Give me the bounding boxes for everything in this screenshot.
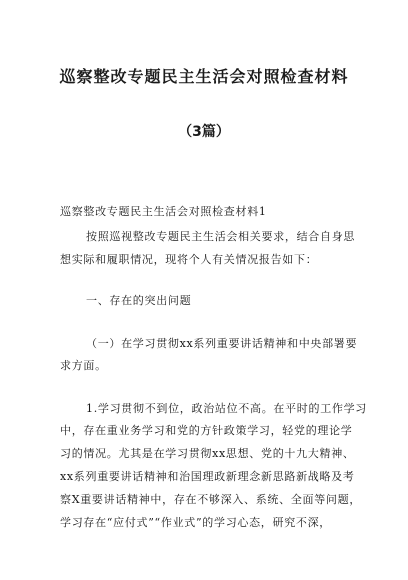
paragraph-line: 求方面。 [60, 359, 107, 372]
paragraph-line: 1.学习贯彻不到位，政治站位不高。在平时的工作学习 [86, 402, 367, 415]
paragraph-line: 习的情况。尤其是在学习贯彻xx思想、党的十九大精神、 [60, 447, 355, 460]
paragraph-line: xx系列重要讲话精神和治国理政新理念新思路新战略及考 [60, 470, 355, 483]
document-subtitle: （3篇） [178, 124, 230, 140]
section-subheading: 一、存在的突出问题 [86, 294, 192, 307]
paragraph-line: 察X重要讲话精神中，存在不够深入、系统、全面等问题， [60, 493, 362, 506]
section-heading: 巡察整改专题民主生活会对照检查材料1 [60, 205, 267, 218]
paragraph-line: 中，存在重业务学习和党的方针政策学习，轻党的理论学 [60, 424, 353, 437]
paragraph-line: 按照巡视整改专题民主生活会相关要求，结合自身思 [86, 230, 356, 243]
paragraph-line: 想实际和履职情况，现将个人有关情况报告如下： [60, 253, 318, 266]
paragraph-line: 学习存在“应付式”“作业式”的学习心态，研究不深， [60, 516, 331, 529]
document-title: 巡察整改专题民主生活会对照检查材料 [59, 67, 349, 86]
paragraph-line: （一）在学习贯彻xx系列重要讲话精神和中央部署要 [86, 337, 358, 350]
